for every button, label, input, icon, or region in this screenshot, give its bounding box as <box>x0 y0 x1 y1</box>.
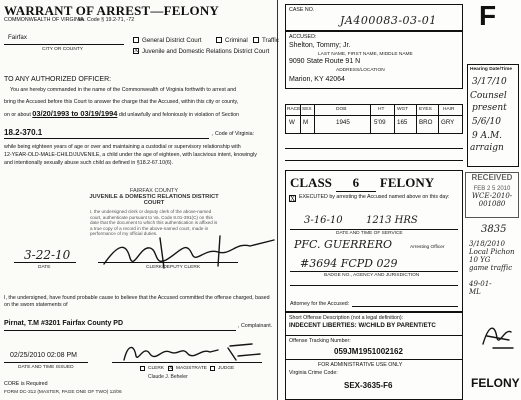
side-note-2: Local Pichon <box>469 248 515 256</box>
command-text-line-2: bring the Accused before this Court to answer the charge that the Accused, within this city or county, <box>4 99 239 105</box>
tracking-number: 059JM1951002162 <box>334 347 403 356</box>
weight-value: 165 <box>397 119 408 126</box>
juvenile-court-checkbox[interactable]: X <box>134 48 139 54</box>
complainant-value: Pirnat, T.M #3201 Fairfax County PD <box>4 320 124 327</box>
descriptor-divider <box>416 105 417 134</box>
desc-underline <box>285 148 463 149</box>
badge-label: BADGE NO., AGENCY AND JURISDICTION <box>324 273 420 278</box>
address-label: ADDRESS/LOCATION <box>336 68 385 73</box>
execution-datetime-underline <box>290 229 458 230</box>
side-note-5: 49-01- <box>469 280 492 288</box>
class-label: CLASS <box>290 175 332 190</box>
section-underline <box>4 138 209 139</box>
case-number-value: JA400083-03-01 <box>340 14 437 27</box>
descriptor-table <box>285 104 463 134</box>
sex-value: M <box>303 119 309 126</box>
juvenile-court-label: Juvenile and Domestic Relations District Court <box>142 48 270 55</box>
hair-value: GRY <box>441 119 455 126</box>
crime-code-label: Virginia Crime Code: <box>289 370 338 376</box>
received-stamp <box>465 172 519 218</box>
case-number-label: CASE NO. <box>289 7 315 13</box>
clerk-label: CLERK/DEPUTY CLERK <box>146 265 201 270</box>
felony-label: FELONY <box>379 175 435 190</box>
complainant-suffix: , Complainant. <box>238 323 273 329</box>
clerk-role-label: CLERK <box>148 366 164 371</box>
arresting-officer-label: Arresting Officer <box>410 245 445 250</box>
core-required: CORE is Required <box>4 381 48 387</box>
arresting-officer: PFC. GUERRERO <box>294 238 393 251</box>
class-row <box>290 174 434 192</box>
case-number-box <box>285 4 463 31</box>
warrant-back-panel <box>279 0 521 400</box>
warrant-title: WARRANT OF ARREST—FELONY <box>4 3 219 18</box>
admin-label: FOR ADMINISTRATIVE USE ONLY <box>318 362 403 368</box>
code-reference: Va. Code § 19.2-71, -72 <box>78 17 135 23</box>
clerk-underline <box>98 262 238 263</box>
executed-text: EXECUTED by arresting the Accused named above on this day: <box>299 194 450 200</box>
hearing-note-5: 9 A.M. <box>472 131 503 141</box>
side-note-4: game traffic <box>469 264 513 272</box>
county-value: Fairfax <box>8 34 27 41</box>
tracking-label: Offense Tracking Number: <box>289 338 351 344</box>
code-of-virginia-label: , Code of Virginia: <box>212 131 255 137</box>
command-text-line-1: You are hereby commanded in the name of the Commonwealth of Virginia forthwith to arrest and <box>10 87 237 93</box>
form-reference: FORM DC-312 (MASTER, PAGE ONE OF TWO) 12/06 <box>4 390 122 395</box>
charge-line-1: while being eighteen years of age or over and maintaining a custodial or supervisory relationship with <box>4 144 241 150</box>
execution-box <box>285 170 463 312</box>
traffic-label: Traffic <box>262 37 279 44</box>
judge-role-checkbox[interactable] <box>210 366 215 371</box>
city-or-county-label: CITY OR COUNTY <box>42 47 83 52</box>
short-desc-value: INDECENT LIBERTIES: W/CHILD BY PARENT/ETC <box>289 322 436 329</box>
accused-city-state: Marion, KY 42064 <box>289 76 345 83</box>
datetime-label: DATE AND TIME OF SERVICE <box>336 231 403 236</box>
descriptor-divider <box>314 105 315 134</box>
initials-scribble <box>479 318 517 352</box>
general-district-checkbox[interactable] <box>133 37 139 43</box>
executed-checkbox[interactable]: X <box>290 195 296 203</box>
height-value: 5'09 <box>374 119 386 126</box>
issued-underline <box>4 362 88 363</box>
crime-code-value: SEX-3635-F6 <box>344 381 393 390</box>
stamp-authentication-text: I, the undersigned clerk or deputy clerk of the above-named court, authenticate pursuant to Va. Code 8.01-391(C) on this date that the document to which this authentication is affixed is a true copy of a record in the above-named court, made in performance of my official duties. <box>90 209 218 237</box>
commonwealth-label: COMMONWEALTH OF VIRGINIA <box>4 17 84 23</box>
magistrate-role-label: MAGISTRATE <box>176 366 207 371</box>
class-number: 6 <box>336 175 376 192</box>
felony-footer: FELONY <box>471 376 520 390</box>
received-number: 001080 <box>478 200 506 208</box>
hearing-note-4: 5/6/10 <box>472 117 501 127</box>
offense-box <box>285 312 463 400</box>
badge-agency: #3694 FCPD 029 <box>300 257 398 270</box>
race-header: RACE <box>287 107 301 112</box>
side-number: 3835 <box>481 224 507 235</box>
race-value: W <box>289 119 295 126</box>
general-district-label: General District Court <box>142 37 202 44</box>
code-section: 18.2-370.1 <box>4 128 43 137</box>
hair-header: HAIR <box>443 107 455 112</box>
issued-datetime: 02/25/2010 02:08 PM <box>10 352 77 359</box>
auth-date-label: DATE <box>38 265 51 270</box>
execution-date: 3-16-10 <box>304 215 343 226</box>
descriptor-divider <box>438 105 439 134</box>
to-officer-heading: TO ANY AUTHORIZED OFFICER: <box>4 76 112 83</box>
name-format-label: LAST NAME, FIRST NAME, MIDDLE NAME <box>318 52 413 57</box>
sex-header: SEX <box>302 107 312 112</box>
hearing-note-6: arraign <box>470 143 504 153</box>
command-text-line-3 <box>4 111 239 118</box>
charge-line-3: and intentionally sexually abuse such child as defined in §18.2-67.10(6). <box>4 160 174 166</box>
traffic-checkbox[interactable] <box>253 37 259 43</box>
hearing-box <box>467 64 519 167</box>
violation-text: did unlawfully and feloniously in violation of Section <box>118 112 239 118</box>
tracking-divider <box>286 359 463 360</box>
side-note-6: ML <box>469 288 481 296</box>
accused-street: 9090 State Route 91 N <box>289 58 361 65</box>
hearing-note-2: Counsel <box>470 91 507 101</box>
judge-role-label: JUDGE <box>218 366 235 371</box>
magistrate-underline <box>112 362 262 363</box>
felony-letter: F <box>479 0 497 31</box>
received-date: FEB 2 5 2010 <box>473 186 511 192</box>
descriptor-divider <box>394 105 395 134</box>
complainant-underline <box>4 330 236 331</box>
authentication-date: 3-22-10 <box>24 248 71 262</box>
accused-label: ACCUSED: <box>289 34 317 40</box>
height-header: HT <box>378 107 385 112</box>
authentication-stamp <box>84 188 224 237</box>
descriptor-row-divider <box>286 115 463 116</box>
accused-box <box>285 31 463 89</box>
criminal-label: Criminal <box>225 37 248 44</box>
stamp-county: FAIRFAX COUNTY <box>129 188 179 194</box>
offense-date-range: 03/20/1993 to 03/19/1994 <box>32 109 118 118</box>
dob-header: DOB <box>336 107 347 112</box>
side-notes <box>469 240 521 296</box>
issued-label: DATE AND TIME ISSUED <box>18 365 74 370</box>
accused-name: Shelton, Tommy; Jr. <box>289 42 351 49</box>
desc-underline-2 <box>285 160 463 161</box>
offense-divider <box>286 335 463 336</box>
eyes-header: EYES <box>419 107 432 112</box>
attorney-underline <box>352 306 458 307</box>
magistrate-name: Claude J. Beheler <box>148 374 188 380</box>
stamp-court: JUVENILE & DOMESTIC RELATIONS DISTRICT COURT <box>89 194 219 206</box>
charge-line-2: 12-YEAR-OLD-MALE-CHILD/JUVENILE, a child under the age of eighteen, with lascivious intent, knowingly <box>4 152 257 158</box>
blank-line <box>290 285 458 286</box>
hearing-note-3: present <box>472 103 507 113</box>
attorney-label: Attorney for the Accused: <box>290 301 350 307</box>
received-note: WCE-2010- <box>471 192 513 200</box>
magistrate-role-checkbox[interactable]: X <box>169 366 173 371</box>
hearing-label: Hearing Date/Time <box>470 67 513 72</box>
received-label: RECEIVED <box>471 173 513 182</box>
badge-underline <box>290 271 458 272</box>
eyes-value: BRO <box>419 119 433 126</box>
side-note-3: 10 YG <box>469 256 491 264</box>
weight-header: WGT <box>397 107 409 112</box>
criminal-checkbox[interactable] <box>216 37 222 43</box>
on-or-about-label: on or about <box>4 112 31 118</box>
descriptor-divider <box>370 105 371 134</box>
hearing-note-1: 3/17/10 <box>472 77 507 87</box>
dob-value: 1945 <box>336 119 350 126</box>
probable-cause-text: I, the undersigned, have found probable cause to believe that the Accused committed the offense charged, based on the sworn statements of <box>4 295 270 308</box>
clerk-role-checkbox[interactable] <box>140 366 145 371</box>
short-desc-label: Short Offense Description (not a legal definition): <box>289 315 404 321</box>
county-underline <box>4 44 124 45</box>
auth-date-underline <box>14 262 76 263</box>
execution-time: 1213 HRS <box>366 215 418 226</box>
side-note-1: 3/18/2010 <box>469 240 505 248</box>
